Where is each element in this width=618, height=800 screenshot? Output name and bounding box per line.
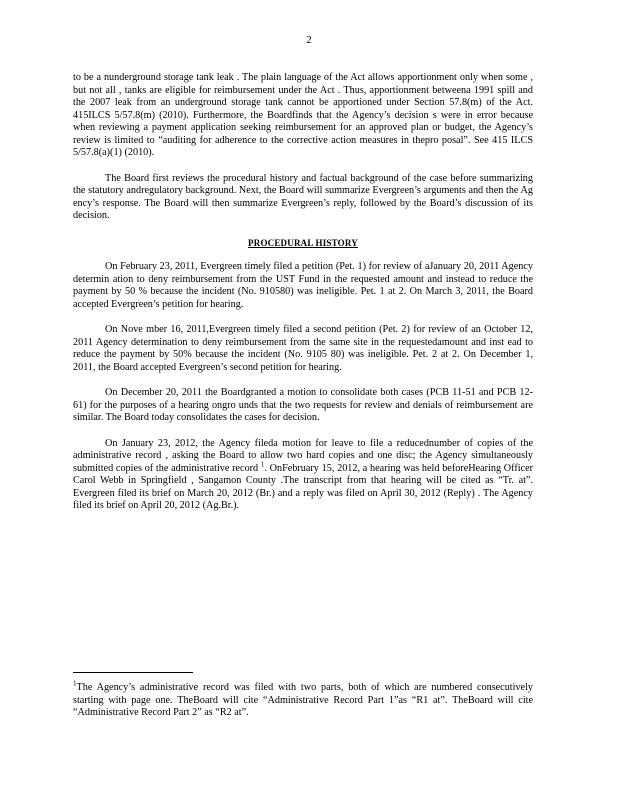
footnote-reference: 1 xyxy=(260,460,265,469)
paragraph-conclusion: to be a nunderground storage tank leak . The plain language of the Act allows apportionment only when some , but not all , tanks are eligible for reimbursement under the Act . Thus, apportionment betweena 1991 spill and the 2007 leak from an underground storage tank cannot be apportioned under Section 57.8(m) of the Act. 415ILCS 5/57.8(m) (2010). Furthermore, the Boardfinds that the Agency’s decision s were in error because when reviewing a payment application seeking reimbursement for an approved plan or budget, the Agency’s review is limited to “auditing for adherence to the corrective action measures in thepro posal”. See 415 ILCS 5/57.8(a)(1) (2010). xyxy=(73,72,533,158)
page-number: 2 xyxy=(306,34,312,46)
paragraph-consolidation: On December 20, 2011 the Boardgranted a motion to consolidate both cases (PCB 11-51 and PCB 12-61) for the purposes of a hearing ongro unds that the two requests for review and denials of reimbursement are similar. The Board today consolidates the cases for decision. xyxy=(73,387,533,423)
paragraph-record-hearing xyxy=(73,438,533,513)
record-text-before: On January 23, 2012, the Agency fileda motion for leave to file a reducednumber of copies of the administrative record , asking the Board to allow two hard copies and one disc; the Agency simultaneously submitted copies of the administrative record xyxy=(73,437,533,474)
section-heading-text: PROCEDURAL HISTORY xyxy=(248,237,358,248)
paragraph-second-petition: On Nove mber 16, 2011,Evergreen timely filed a second petition (Pet. 2) for review of an October 12, 2011 Agency determination to deny reimbursement from the same site in the requestedamount and inst ead to reduce the payment by 50% because the incident (No. 9105 80) was ineligible. Pet. 2 at 2. On December 1, 2011, the Board accepted Evergreen’s second petition for hearing. xyxy=(73,324,533,373)
record-text-after: . OnFebruary 15, 2012, a hearing was held beforeHearing Officer Carol Webb in Springfield , Sangamon County .The transcript from that hearing will be cited as “Tr. at”. Evergreen filed its brief on March 20, 2012 (Br.) and a reply was filed on April 30, 2012 (Reply) . The Agency filed its brief on April 20, 2012 (Ag.Br.). xyxy=(73,462,533,511)
footnote-text: The Agency’s administrative record was filed with two parts, both of which are numbered consecutively starting with page one. TheBoard will cite “Administrative Record Part 1”as “R1 at”. TheBoard will cite “Administrative Record Part 2” as “R2 at”. xyxy=(73,682,533,718)
paragraph-overview: The Board first reviews the procedural history and factual background of the case before summarizing the statutory andregulatory background. Next, the Board will summarize Evergreen’s arguments and then the Ag ency’s response. The Board will then summarize Evergreen’s reply, followed by the Board’s discussion of its decision. xyxy=(73,172,533,221)
section-heading xyxy=(73,237,533,250)
paragraph-first-petition: On February 23, 2011, Evergreen timely filed a petition (Pet. 1) for review of aJanuary 20, 2011 Agency determin ation to deny reimbursement from the UST Fund in the requested amount and instead to reduce the payment by 50 % because the incident (No. 910580) was ineligible. Pet. 1 at 2. On March 3, 2011, the Board accepted Evergreen’s petition for hearing. xyxy=(73,261,533,310)
footnote-separator xyxy=(73,672,193,673)
footnote-mark: 1 xyxy=(73,679,77,688)
footnote xyxy=(73,679,533,720)
document-body xyxy=(73,72,533,513)
